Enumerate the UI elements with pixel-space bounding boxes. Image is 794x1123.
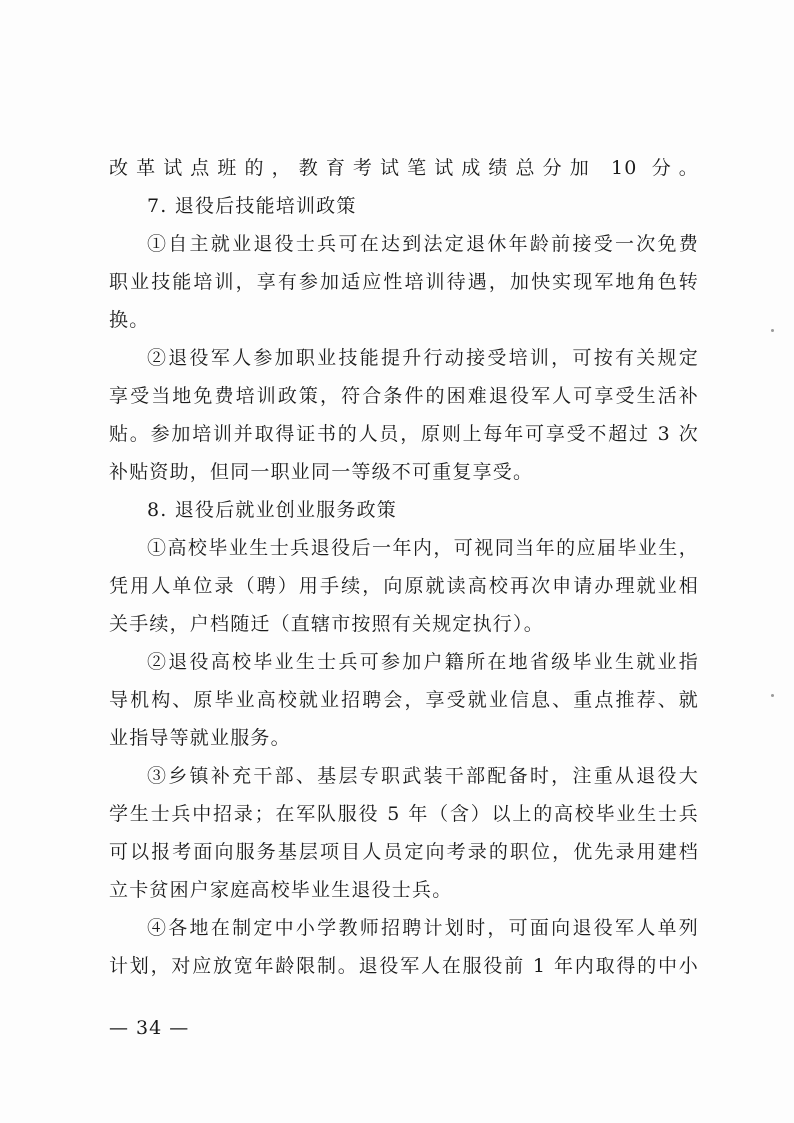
text-line: 学生士兵中招录；在军队服役 5 年（含）以上的高校毕业生士兵 (109, 803, 699, 825)
text-line: 立卡贫困户家庭高校毕业生退役士兵。 (109, 879, 453, 901)
body-text (109, 150, 699, 986)
text-line: 凭用人单位录（聘）用手续，向原就读高校再次申请办理就业相 (109, 575, 699, 597)
text-line: 改革试点班的，教育考试笔试成绩总分加 10 分。 (109, 157, 699, 179)
page-number: — 34 — (109, 1017, 190, 1039)
text-line: 贴。参加培训并取得证书的人员，原则上每年可享受不超过 3 次 (109, 423, 699, 445)
scan-speck (771, 329, 774, 332)
section-heading: 7. 退役后技能培训政策 (147, 195, 357, 217)
text-line: 业指导等就业服务。 (109, 727, 291, 749)
text-line: ④各地在制定中小学教师招聘计划时，可面向退役军人单列 (147, 917, 699, 939)
text-line: ①高校毕业生士兵退役后一年内，可视同当年的应届毕业生， (147, 537, 699, 559)
text-line: 可以报考面向服务基层项目人员定向考录的职位，优先录用建档 (109, 841, 699, 863)
text-line: ③乡镇补充干部、基层专职武装干部配备时，注重从退役大 (147, 765, 699, 787)
text-line: 职业技能培训，享有参加适应性培训待遇，加快实现军地角色转 (109, 271, 699, 293)
section-heading: 8. 退役后就业创业服务政策 (147, 499, 397, 521)
text-line: ①自主就业退役士兵可在达到法定退休年龄前接受一次免费 (147, 233, 699, 255)
text-line: 导机构、原毕业高校就业招聘会，享受就业信息、重点推荐、就 (109, 689, 699, 711)
text-line: ②退役军人参加职业技能提升行动接受培训，可按有关规定 (147, 347, 699, 369)
text-line: 补贴资助，但同一职业同一等级不可重复享受。 (109, 461, 534, 483)
text-line: 计划，对应放宽年龄限制。退役军人在服役前 1 年内取得的中小 (109, 955, 699, 977)
text-line: ②退役高校毕业生士兵可参加户籍所在地省级毕业生就业指 (147, 651, 699, 673)
scan-speck (771, 694, 774, 697)
text-line: 关手续，户档随迁（直辖市按照有关规定执行）。 (109, 613, 544, 635)
text-line: 换。 (109, 309, 150, 331)
text-line: 享受当地免费培训政策，符合条件的困难退役军人可享受生活补 (109, 385, 699, 407)
